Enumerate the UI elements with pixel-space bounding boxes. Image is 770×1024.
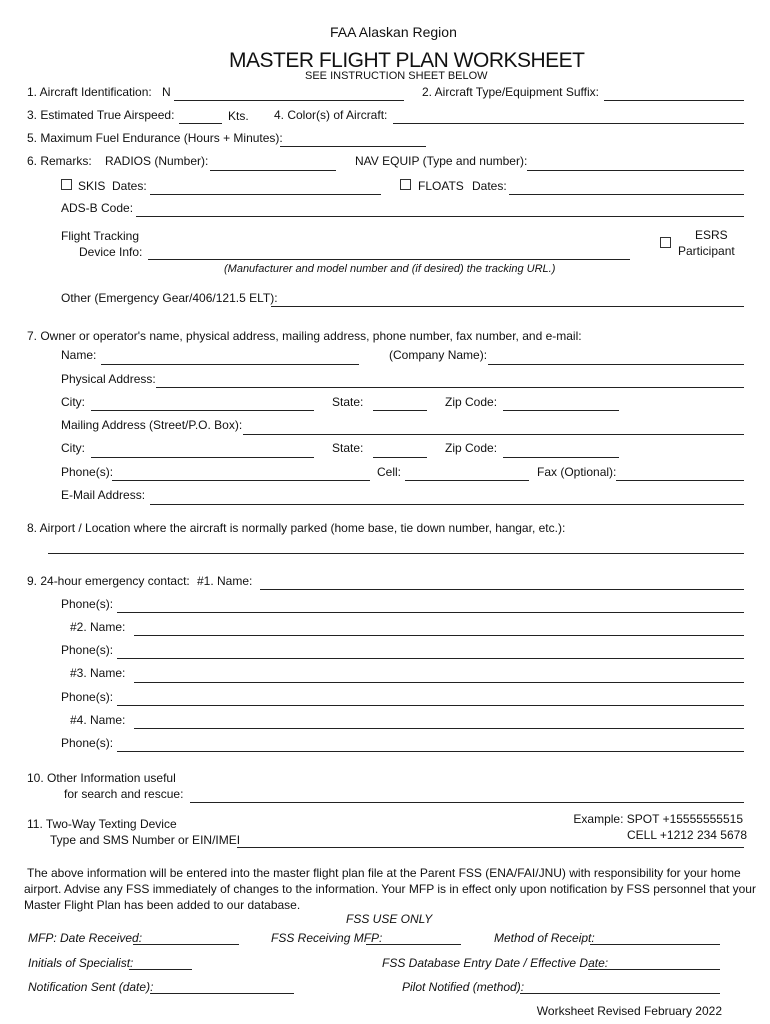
fss-receiving-label: FSS Receiving MFP: bbox=[271, 931, 383, 945]
city-field-1[interactable] bbox=[91, 410, 314, 411]
color-field[interactable] bbox=[393, 123, 744, 124]
contact-1-name-field[interactable] bbox=[260, 589, 744, 590]
floats-label: FLOATS bbox=[418, 179, 464, 193]
tracking-label-1: Flight Tracking bbox=[61, 229, 140, 243]
initials-field[interactable] bbox=[129, 969, 192, 970]
state-field-1[interactable] bbox=[373, 410, 427, 411]
contact-4-name-label: #4. Name: bbox=[70, 713, 126, 727]
adsb-label: ADS-B Code: bbox=[61, 201, 134, 215]
state-label-2: State: bbox=[332, 441, 364, 455]
fuel-endurance-label: 5. Maximum Fuel Endurance (Hours + Minutes): bbox=[27, 131, 283, 145]
company-name-label: (Company Name): bbox=[389, 348, 488, 362]
airspeed-label: 3. Estimated True Airspeed: bbox=[27, 108, 175, 122]
notice-line-1: The above information will be entered into the master flight plan file at the Parent FSS (ENA/FAI/JNU) with responsibility for your home bbox=[27, 866, 741, 880]
tracking-label-2: Device Info: bbox=[79, 245, 143, 259]
mailing-address-field[interactable] bbox=[243, 434, 744, 435]
emergency-contact-label: 9. 24-hour emergency contact: bbox=[27, 574, 190, 588]
notification-sent-label: Notification Sent (date): bbox=[28, 980, 154, 994]
revision-footer: Worksheet Revised February 2022 bbox=[536, 1004, 722, 1018]
region-heading: FAA Alaskan Region bbox=[330, 24, 457, 40]
radios-field[interactable] bbox=[210, 170, 336, 171]
floats-checkbox[interactable] bbox=[400, 179, 411, 190]
owner-phone-field[interactable] bbox=[112, 480, 370, 481]
contact-3-name-label: #3. Name: bbox=[70, 666, 126, 680]
floats-dates-label: Dates: bbox=[472, 179, 507, 193]
other-info-label-1: 10. Other Information useful bbox=[27, 771, 176, 785]
zip-field-2[interactable] bbox=[503, 457, 619, 458]
cell-label: Cell: bbox=[377, 465, 402, 479]
method-receipt-label: Method of Receipt: bbox=[494, 931, 595, 945]
texting-example-1: Example: SPOT +15555555515 bbox=[573, 812, 743, 826]
contact-2-phone-label: Phone(s): bbox=[61, 643, 114, 657]
physical-address-label: Physical Address: bbox=[61, 372, 156, 386]
other-gear-label: Other (Emergency Gear/406/121.5 ELT): bbox=[61, 291, 278, 305]
contact-2-name-field[interactable] bbox=[134, 635, 744, 636]
aircraft-type-field[interactable] bbox=[604, 100, 744, 101]
city-label-2: City: bbox=[61, 441, 85, 455]
nav-equip-label: NAV EQUIP (Type and number): bbox=[355, 154, 528, 168]
skis-checkbox[interactable] bbox=[61, 179, 72, 190]
pilot-notified-field[interactable] bbox=[520, 993, 720, 994]
fss-use-only-heading: FSS USE ONLY bbox=[346, 912, 433, 926]
zip-label-2: Zip Code: bbox=[445, 441, 498, 455]
company-name-field[interactable] bbox=[488, 364, 744, 365]
floats-dates-field[interactable] bbox=[509, 194, 744, 195]
initials-label: Initials of Specialist: bbox=[28, 956, 134, 970]
email-field[interactable] bbox=[150, 504, 744, 505]
physical-address-field[interactable] bbox=[156, 387, 744, 388]
esrs-label-2: Participant bbox=[678, 244, 735, 258]
other-info-field[interactable] bbox=[190, 802, 744, 803]
contact-4-phone-label: Phone(s): bbox=[61, 736, 114, 750]
zip-label-1: Zip Code: bbox=[445, 395, 498, 409]
contact-3-name-field[interactable] bbox=[134, 682, 744, 683]
aircraft-id-field[interactable] bbox=[174, 100, 404, 101]
skis-dates-label: Dates: bbox=[112, 179, 147, 193]
texting-example-2: CELL +1212 234 5678 bbox=[627, 828, 747, 842]
contact-2-name-label: #2. Name: bbox=[70, 620, 126, 634]
method-receipt-field[interactable] bbox=[590, 944, 720, 945]
parking-location-label: 8. Airport / Location where the aircraft is normally parked (home base, tie down number, hangar, etc.): bbox=[27, 521, 566, 535]
tracking-field[interactable] bbox=[148, 259, 630, 260]
pilot-notified-label: Pilot Notified (method): bbox=[402, 980, 525, 994]
page-title: MASTER FLIGHT PLAN WORKSHEET bbox=[229, 49, 585, 72]
contact-4-name-field[interactable] bbox=[134, 728, 744, 729]
mfp-date-label: MFP: Date Received: bbox=[28, 931, 143, 945]
texting-device-label-2: Type and SMS Number or EIN/IMEI bbox=[50, 833, 241, 847]
notice-line-3: Master Flight Plan has been added to our database. bbox=[24, 898, 301, 912]
city-label-1: City: bbox=[61, 395, 85, 409]
fss-receiving-field[interactable] bbox=[366, 944, 461, 945]
other-info-label-2: for search and rescue: bbox=[64, 787, 184, 801]
texting-device-field[interactable] bbox=[237, 847, 744, 848]
fax-field[interactable] bbox=[616, 480, 744, 481]
cell-field[interactable] bbox=[405, 480, 529, 481]
texting-device-label-1: 11. Two-Way Texting Device bbox=[27, 817, 177, 831]
other-gear-field[interactable] bbox=[271, 306, 744, 307]
skis-dates-field[interactable] bbox=[150, 194, 381, 195]
esrs-label-1: ESRS bbox=[695, 228, 728, 242]
nav-equip-field[interactable] bbox=[527, 170, 744, 171]
zip-field-1[interactable] bbox=[503, 410, 619, 411]
color-label: 4. Color(s) of Aircraft: bbox=[274, 108, 388, 122]
remarks-label: 6. Remarks: bbox=[27, 154, 92, 168]
aircraft-id-label: 1. Aircraft Identification: bbox=[27, 85, 152, 99]
notification-sent-field[interactable] bbox=[150, 993, 294, 994]
aircraft-type-label: 2. Aircraft Type/Equipment Suffix: bbox=[422, 85, 599, 99]
tracking-hint: (Manufacturer and model number and (if desired) the tracking URL.) bbox=[224, 263, 556, 275]
contact-1-phone-field[interactable] bbox=[117, 612, 744, 613]
mailing-address-label: Mailing Address (Street/P.O. Box): bbox=[61, 418, 243, 432]
owner-phone-label: Phone(s): bbox=[61, 465, 114, 479]
skis-label: SKIS bbox=[78, 179, 106, 193]
esrs-checkbox[interactable] bbox=[660, 237, 671, 248]
aircraft-id-prefix: N bbox=[162, 85, 171, 99]
owner-section-label: 7. Owner or operator's name, physical address, mailing address, phone number, fax number, and e-mail: bbox=[27, 329, 582, 343]
contact-1-phone-label: Phone(s): bbox=[61, 597, 114, 611]
airspeed-unit: Kts. bbox=[228, 109, 249, 123]
contact-1-name-label: #1. Name: bbox=[197, 574, 253, 588]
page-subtitle: SEE INSTRUCTION SHEET BELOW bbox=[305, 70, 488, 82]
fuel-endurance-field[interactable] bbox=[280, 146, 426, 147]
contact-4-phone-field[interactable] bbox=[117, 751, 744, 752]
city-field-2[interactable] bbox=[91, 457, 314, 458]
email-label: E-Mail Address: bbox=[61, 488, 146, 502]
radios-label: RADIOS (Number): bbox=[105, 154, 209, 168]
entry-date-field[interactable] bbox=[588, 969, 720, 970]
owner-name-label: Name: bbox=[61, 348, 97, 362]
contact-3-phone-label: Phone(s): bbox=[61, 690, 114, 704]
fax-label: Fax (Optional): bbox=[537, 465, 617, 479]
airspeed-field[interactable] bbox=[179, 123, 222, 124]
notice-line-2: airport. Advise any FSS immediately of changes to the information. Your MFP is in effect only upon notification by FSS personnel that your bbox=[24, 882, 756, 896]
owner-name-field[interactable] bbox=[101, 364, 359, 365]
mfp-date-field[interactable] bbox=[133, 944, 239, 945]
contact-2-phone-field[interactable] bbox=[117, 658, 744, 659]
contact-3-phone-field[interactable] bbox=[117, 705, 744, 706]
adsb-field[interactable] bbox=[136, 216, 744, 217]
entry-date-label: FSS Database Entry Date / Effective Date: bbox=[382, 956, 609, 970]
state-label-1: State: bbox=[332, 395, 364, 409]
parking-location-field[interactable] bbox=[48, 553, 744, 554]
state-field-2[interactable] bbox=[373, 457, 427, 458]
